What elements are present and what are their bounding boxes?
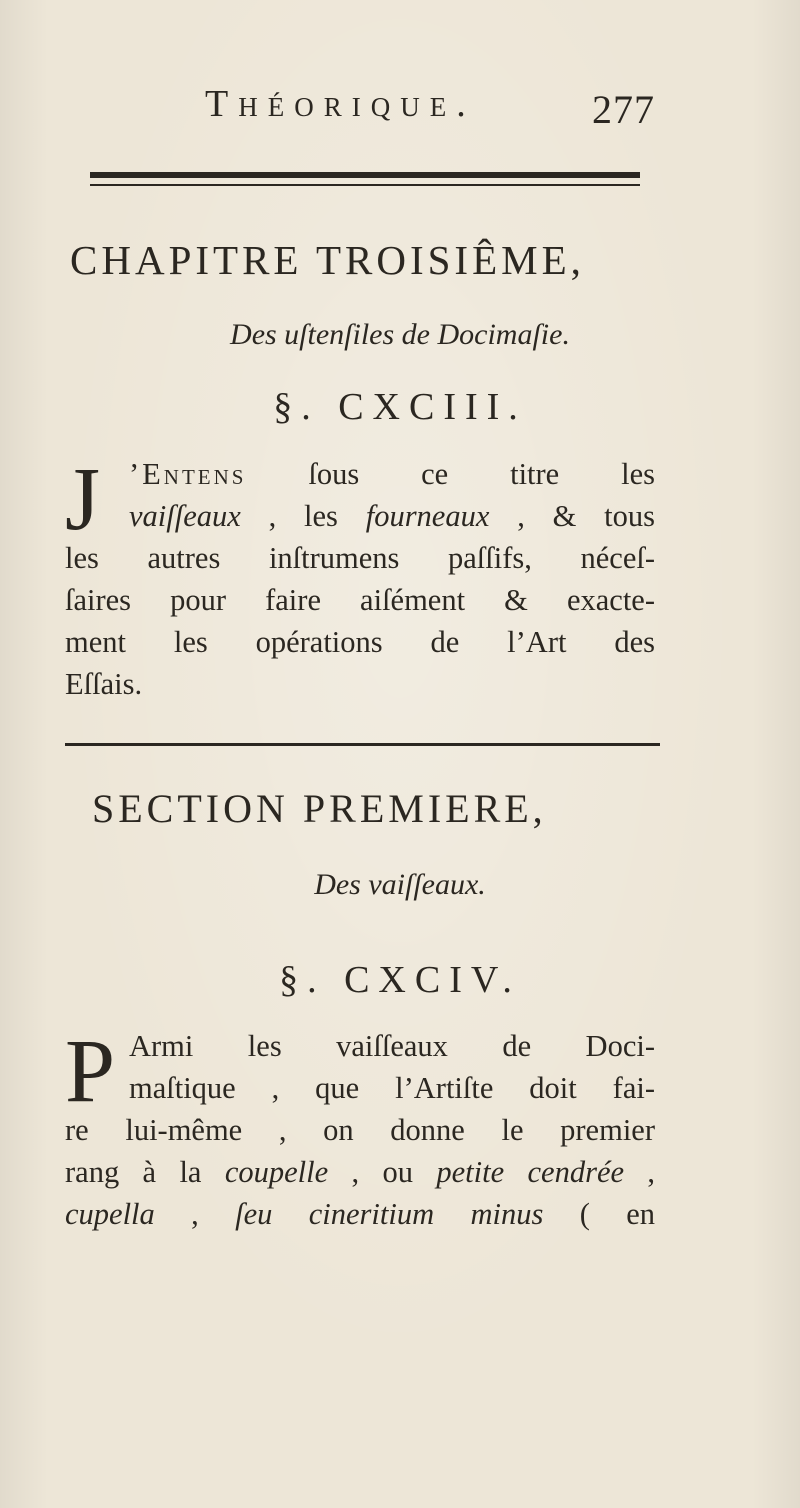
text-run: , <box>154 1197 236 1231</box>
text-run: vaiſſeaux <box>129 499 241 533</box>
text-line: les autres inſtrumens paſſifs, néceſ- <box>65 541 655 575</box>
text-run: ſous ce titre les <box>246 457 655 491</box>
page-number: 277 <box>592 87 655 132</box>
text-line: ſaires pour faire aiſément & exacte- <box>65 583 655 617</box>
text-run: ( en <box>543 1197 656 1231</box>
text-run: , & tous <box>489 499 655 533</box>
text-run: , ou <box>328 1155 437 1189</box>
header-rule-thin <box>90 184 640 186</box>
text-line: ment les opérations de l’Art des <box>65 625 655 659</box>
section-number-cxciv: §. CXCIV. <box>279 959 521 1001</box>
chapter-subtitle: Des uſtenſiles de Docimaſie. <box>230 318 570 351</box>
text-run: rang à la <box>65 1155 225 1189</box>
text-run: , <box>624 1155 656 1189</box>
section-rule <box>65 743 660 746</box>
text-line: Eſſais. <box>65 667 143 701</box>
text-line <box>65 495 655 537</box>
text-line <box>65 1151 655 1193</box>
text-run: cupella <box>65 1197 155 1231</box>
text-line: Armi les vaiſſeaux de Doci- <box>129 1029 655 1063</box>
dropcap-p: P <box>65 1022 116 1121</box>
chapter-title: CHAPITRE TROISIÊME, <box>70 237 585 283</box>
section-subtitle: Des vaiſſeaux. <box>314 868 486 901</box>
text-line <box>65 1193 655 1235</box>
text-run: ſeu cineritium minus <box>235 1197 544 1231</box>
paragraph-cxciv <box>65 1022 656 1235</box>
paragraph-cxciii <box>65 450 655 705</box>
running-head-title: Théorique. <box>205 83 476 125</box>
text-run: , les <box>240 499 366 533</box>
running-head <box>205 82 655 132</box>
text-line: maſtique , que l’Artiſte doit fai- <box>129 1071 655 1105</box>
text-line <box>65 453 655 495</box>
section-number-cxciii: §. CXCIII. <box>273 386 527 428</box>
section-title: SECTION PREMIERE, <box>92 786 547 831</box>
text-run: coupelle <box>224 1155 329 1189</box>
text-run: ’Entens <box>129 457 247 491</box>
text-run: petite cendrée <box>436 1155 625 1189</box>
header-rule <box>90 172 640 178</box>
text-run: fourneaux <box>365 499 490 533</box>
dropcap-j: J <box>65 450 101 549</box>
text-line: re lui-même , on donne le premier <box>65 1113 655 1147</box>
